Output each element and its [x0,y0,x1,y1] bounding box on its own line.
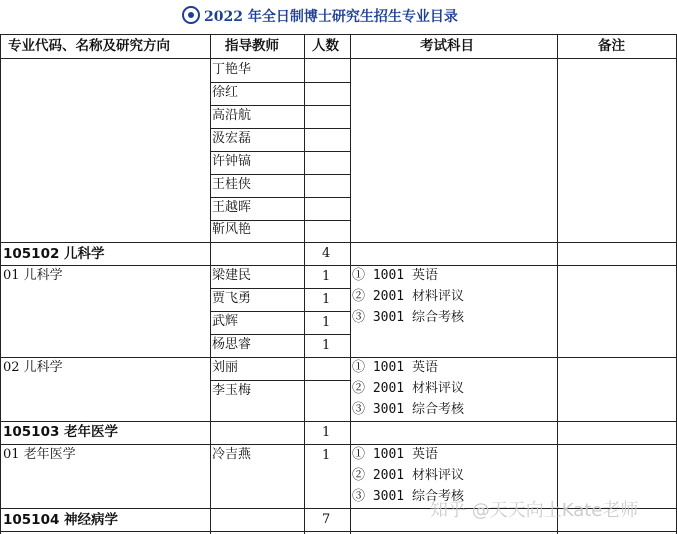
exam-subject: ② 2001 材料评议 [352,289,464,304]
advisor-count: 1 [322,315,331,330]
advisor-count: 1 [322,292,331,307]
advisor-name: 徐红 [212,85,239,100]
section-title: 105102 儿科学 [3,246,105,262]
exam-subject: ③ 3001 综合考核 [352,489,464,504]
header-exam: 考试科目 [420,38,474,54]
section-title: 105104 神经病学 [3,512,119,528]
advisor-name: 李玉梅 [212,383,252,398]
section-count: 7 [322,512,331,527]
exam-subject: ① 1001 英语 [352,268,438,283]
advisor-name: 高沿航 [212,108,252,123]
exam-subject: ③ 3001 综合考核 [352,310,464,325]
exam-subject: ③ 3001 综合考核 [352,402,464,417]
header-notes: 备注 [598,38,625,54]
advisor-name: 武辉 [212,314,239,329]
advisor-name: 王越晖 [212,200,252,215]
header-advisor: 指导教师 [225,38,279,54]
section-title: 105103 老年医学 [3,424,119,440]
section-count: 4 [322,246,331,261]
advisor-count: 1 [322,448,331,463]
banner-title: 2022 年全日制博士研究生招生专业目录 [204,9,458,25]
advisor-name: 梁建民 [212,268,252,283]
section-count: 1 [322,425,331,440]
advisor-name: 贾飞勇 [212,291,252,306]
advisor-name: 许钟镐 [212,154,252,169]
university-seal-icon [182,6,200,24]
banner [0,0,677,34]
advisor-count: 1 [322,269,331,284]
advisor-count: 1 [322,338,331,353]
advisor-name: 杨思睿 [212,337,252,352]
program-table [0,34,677,534]
direction-name: 01 老年医学 [3,447,76,462]
exam-subject: ② 2001 材料评议 [352,468,464,483]
advisor-name: 刘丽 [212,360,239,375]
exam-subject: ① 1001 英语 [352,447,438,462]
advisor-name: 靳风艳 [212,222,252,237]
direction-name: 02 儿科学 [3,360,63,375]
advisor-name: 汲宏磊 [212,131,252,146]
header-major: 专业代码、名称及研究方向 [8,38,170,54]
header-count: 人数 [312,38,339,54]
direction-name: 01 儿科学 [3,268,63,283]
watermark: 知乎 @天天向上Kate老师 [430,500,639,521]
advisor-name: 冷吉燕 [212,447,252,462]
advisor-name: 王桂侠 [212,177,252,192]
advisor-name: 丁艳华 [212,62,252,77]
exam-subject: ② 2001 材料评议 [352,381,464,396]
exam-subject: ① 1001 英语 [352,360,438,375]
